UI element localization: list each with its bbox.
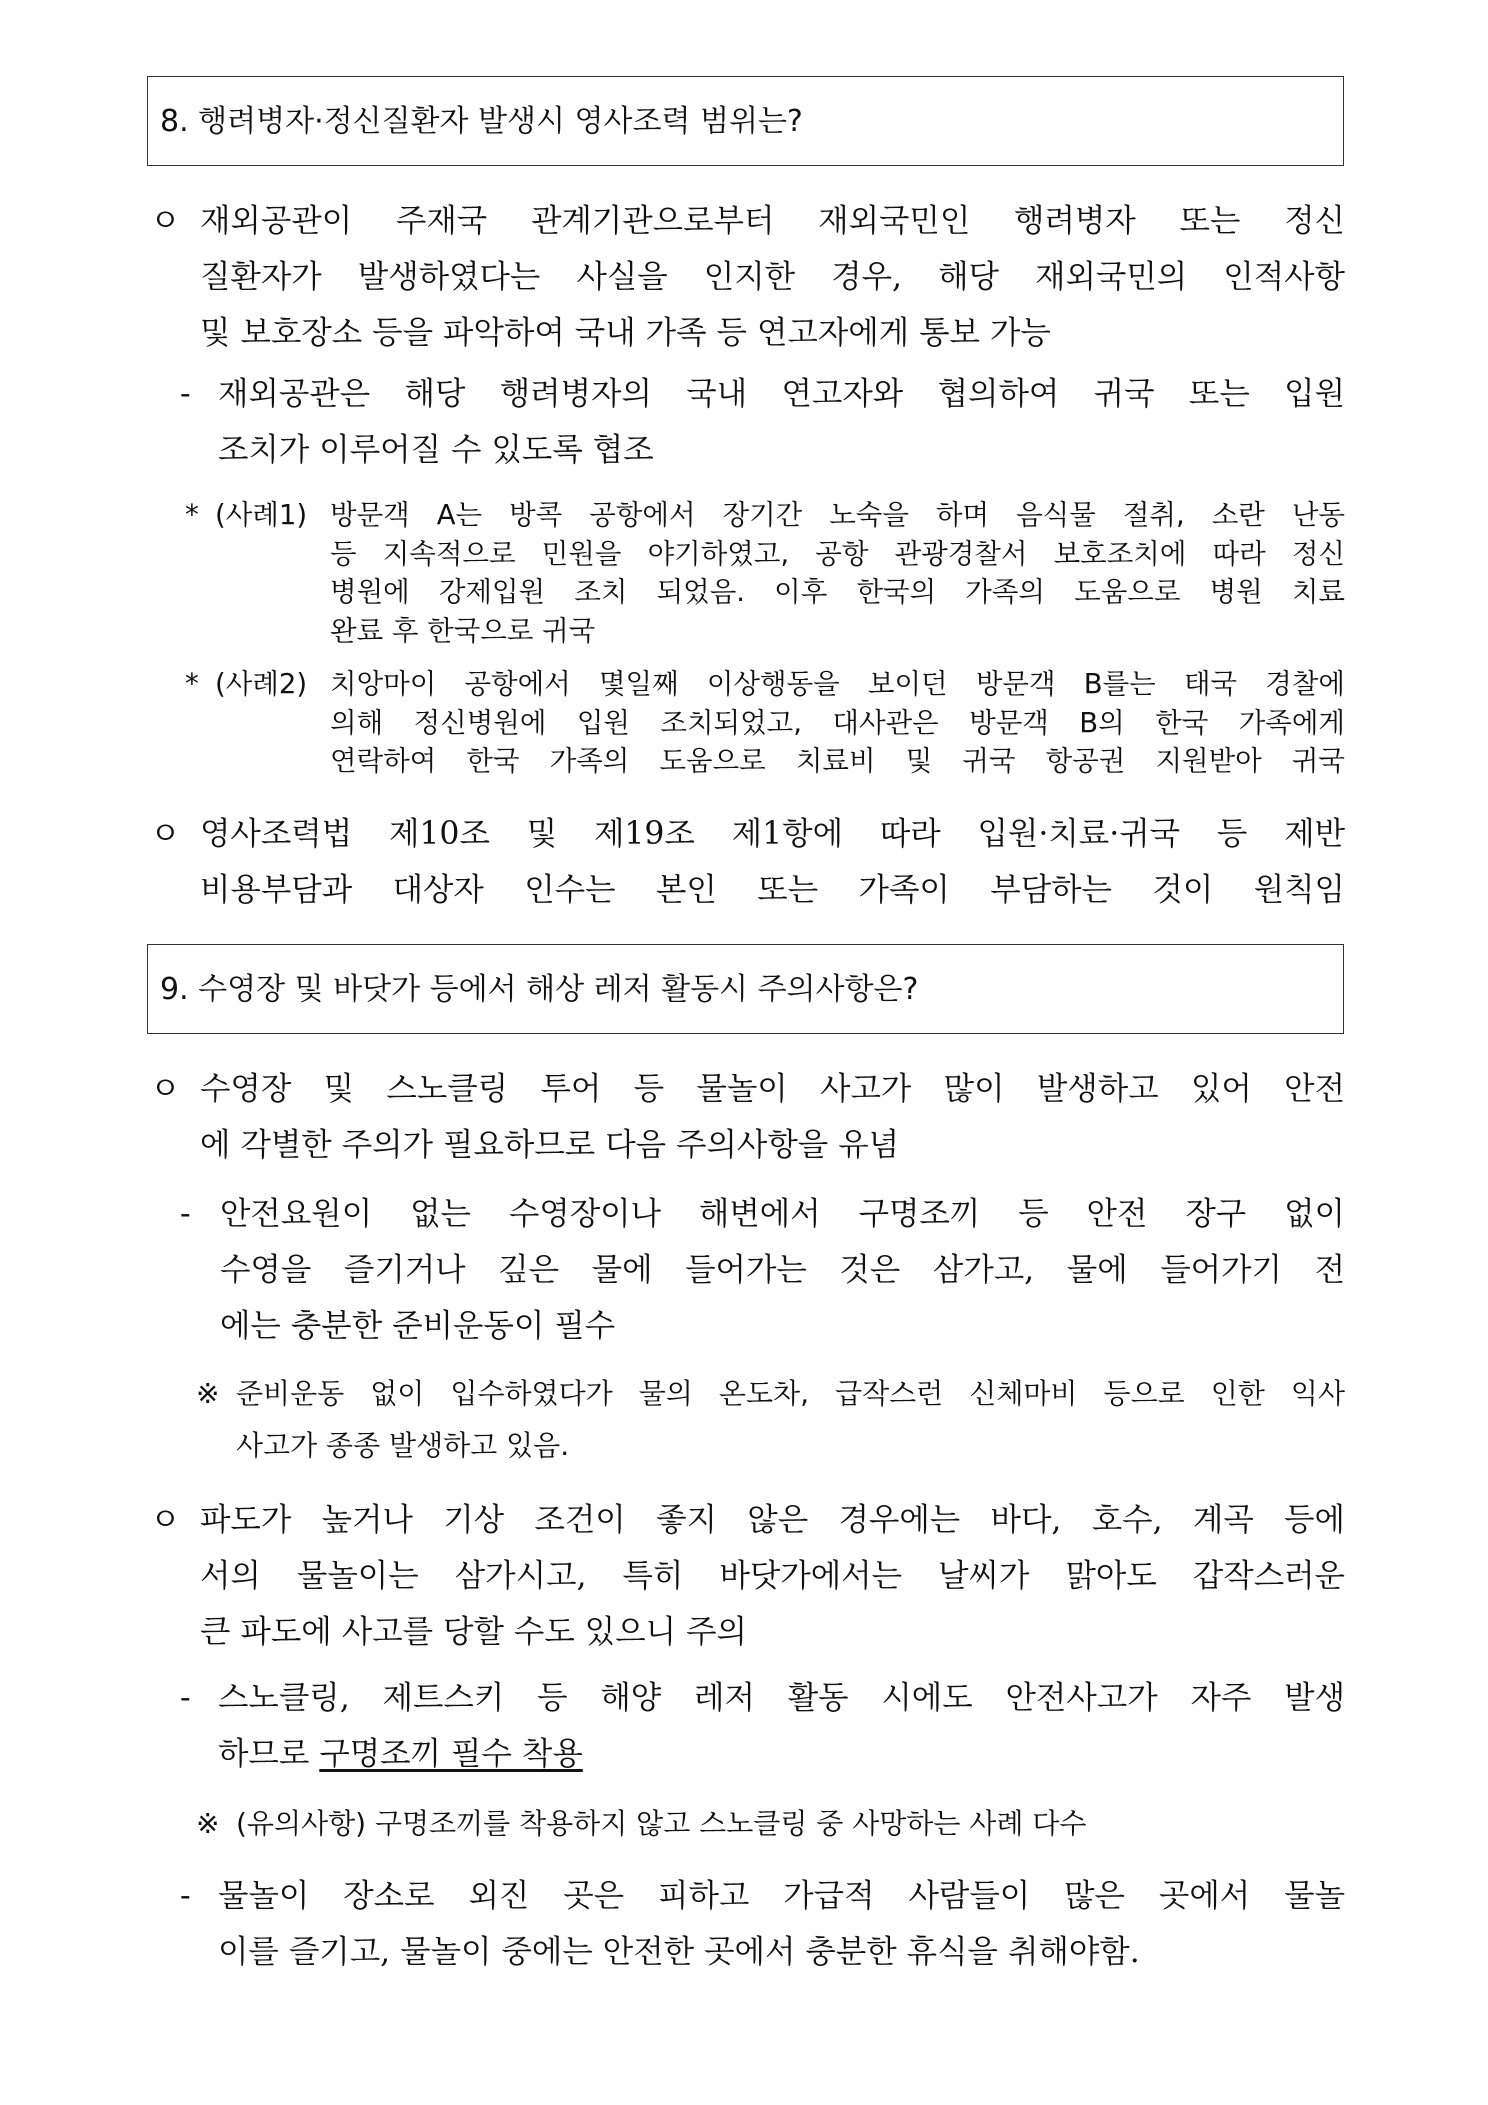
case-label: (사례2) (215, 668, 308, 700)
text-line: 이를 즐기고, 물놀이 중에는 안전한 곳에서 충분한 휴식을 취해야함. (218, 1934, 1140, 1970)
dash-marker: - (180, 1878, 191, 1914)
section-9-title-box (147, 944, 1344, 1034)
section-8-title: 8. 행려병자·정신질환자 발생시 영사조력 범위는? (160, 104, 803, 139)
text-line: 의해 정신병원에 입원 조치되었고, 대사관은 방문객 B의 한국 가족에게 (330, 706, 1345, 739)
s9-bullet1 (200, 1061, 1345, 1173)
bullet-marker: ㅇ (150, 1071, 181, 1107)
s8-case1 (330, 496, 1345, 650)
text-line: 등 지속적으로 민원을 야기하였고, 공항 관광경찰서 보호조치에 따라 정신 (330, 537, 1345, 570)
text-line: 비용부담과 대상자 인수는 본인 또는 가족이 부담하는 것이 원칙임 (200, 872, 1345, 908)
s9-dash2 (218, 1670, 1345, 1782)
reference-mark-icon: ※ (196, 1807, 220, 1840)
dash-marker: - (180, 376, 191, 412)
text-line: 방문객 A는 방콕 공항에서 장기간 노숙을 하며 음식물 절취, 소란 난동 (330, 499, 1345, 531)
s9-bullet2 (200, 1492, 1345, 1660)
section-9-title: 9. 수영장 및 바닷가 등에서 해상 레저 활동시 주의사항은? (160, 972, 919, 1007)
asterisk-marker: * (185, 499, 199, 531)
text-line: 파도가 높거나 기상 조건이 좋지 않은 경우에는 바다, 호수, 계곡 등에 (200, 1502, 1345, 1538)
reference-mark-icon: ※ (196, 1377, 220, 1410)
text-line: (유의사항) 구명조끼를 착용하지 않고 스노클링 중 사망하는 사례 다수 (236, 1807, 1087, 1840)
text-line (218, 1726, 1345, 1782)
text-line: 치앙마이 공항에서 몇일째 이상행동을 보이던 방문객 B를는 태국 경찰에 (330, 668, 1345, 700)
text-line: 준비운동 없이 입수하였다가 물의 온도차, 급작스런 신체마비 등으로 인한 익사 (236, 1377, 1345, 1410)
case-label: (사례1) (215, 499, 308, 531)
s8-bullet2 (200, 806, 1345, 918)
s9-dash1 (220, 1186, 1345, 1354)
text-line: 질환자가 발생하였다는 사실을 인지한 경우, 해당 재외국민의 인적사항 (200, 259, 1345, 295)
text-line: 재외공관은 해당 행려병자의 국내 연고자와 협의하여 귀국 또는 입원 (218, 376, 1345, 412)
text-line: 수영장 및 스노클링 투어 등 물놀이 사고가 많이 발생하고 있어 안전 (200, 1071, 1345, 1107)
text-line: 영사조력법 제10조 및 제19조 제1항에 따라 입원·치료·귀국 등 제반 (200, 816, 1345, 852)
asterisk-marker: * (185, 668, 199, 700)
text-line: 완료 후 한국으로 귀국 (330, 614, 596, 647)
text-line: 연락하여 한국 가족의 도움으로 치료비 및 귀국 항공권 지원받아 귀국 (330, 745, 1345, 777)
text-line: 물놀이 장소로 외진 곳은 피하고 가급적 사람들이 많은 곳에서 물놀 (218, 1878, 1345, 1914)
text-line: 및 보호장소 등을 파악하여 국내 가족 등 연고자에게 통보 가능 (200, 315, 1051, 351)
s9-note1 (236, 1368, 1345, 1472)
text-line: 큰 파도에 사고를 당할 수도 있으니 주의 (200, 1614, 747, 1650)
text-line: 안전요원이 없는 수영장이나 해변에서 구명조끼 등 안전 장구 없이 (220, 1196, 1345, 1232)
bullet-marker: ㅇ (150, 1502, 181, 1538)
text-line: 사고가 종종 발생하고 있음. (236, 1429, 570, 1462)
underlined-emphasis: 구명조끼 필수 착용 (319, 1736, 583, 1772)
bullet-marker: ㅇ (150, 816, 181, 852)
text-line: 스노클링, 제트스키 등 해양 레저 활동 시에도 안전사고가 자주 발생 (218, 1680, 1345, 1716)
dash-marker: - (180, 1196, 191, 1232)
text-line: 에 각별한 주의가 필요하므로 다음 주의사항을 유념 (200, 1127, 900, 1163)
s9-dash3 (218, 1868, 1345, 1980)
text-line: 에는 충분한 준비운동이 필수 (220, 1308, 616, 1344)
s8-bullet1 (200, 193, 1345, 361)
s8-dash1 (218, 366, 1345, 478)
dash-marker: - (180, 1680, 191, 1716)
text-line: 재외공관이 주재국 관계기관으로부터 재외국민인 행려병자 또는 정신 (200, 203, 1345, 239)
text-line: 수영을 즐기거나 깊은 물에 들어가는 것은 삼가고, 물에 들어가기 전 (220, 1252, 1345, 1288)
s9-note2 (236, 1798, 1345, 1850)
text-line: 조치가 이루어질 수 있도록 협조 (218, 432, 654, 468)
s8-case2 (330, 665, 1345, 781)
bullet-marker: ㅇ (150, 203, 181, 239)
section-8-title-box (147, 76, 1344, 166)
text-line: 병원에 강제입원 조치 되었음. 이후 한국의 가족의 도움으로 병원 치료 (330, 576, 1345, 608)
text-line: 서의 물놀이는 삼가시고, 특히 바닷가에서는 날씨가 맑아도 갑작스러운 (200, 1558, 1345, 1594)
text-prefix: 하므로 (218, 1736, 310, 1772)
